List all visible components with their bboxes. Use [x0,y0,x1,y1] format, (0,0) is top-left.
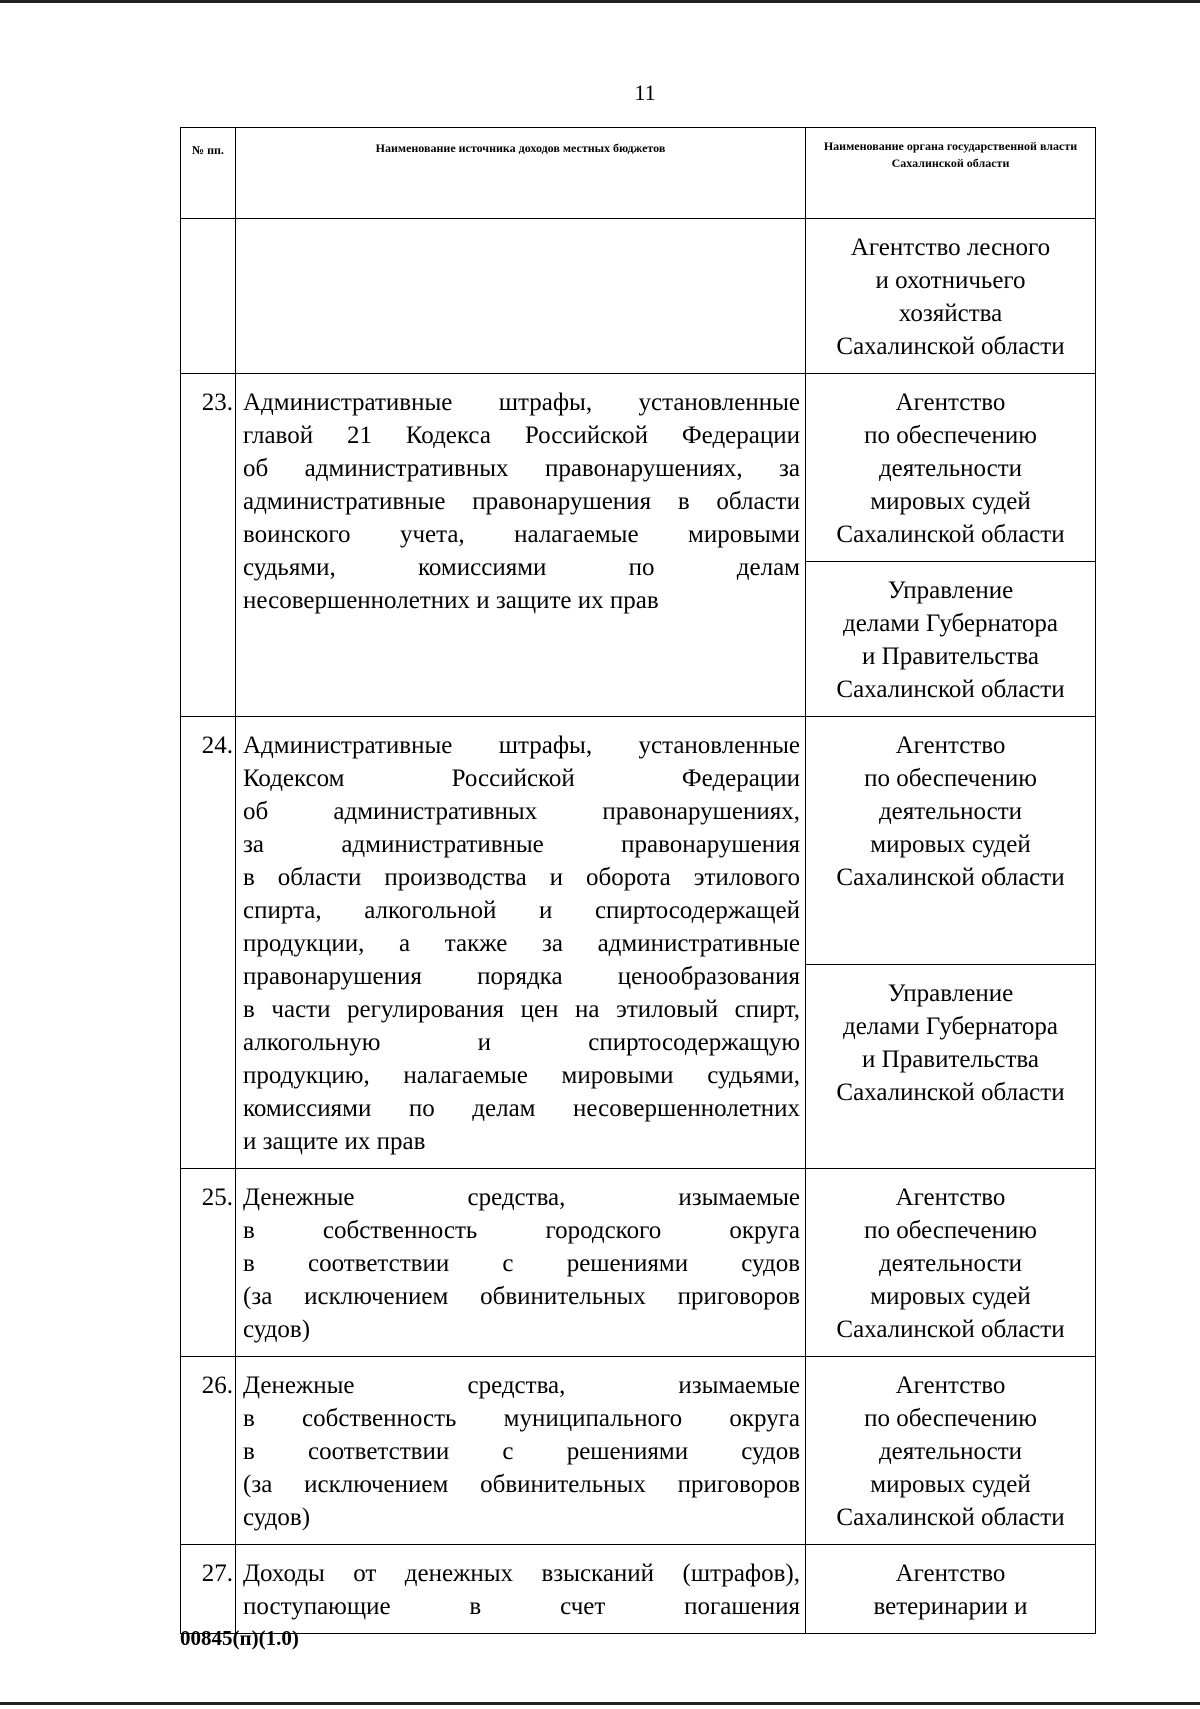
org-line: Сахалинской области [836,333,1065,360]
org-line: делами Губернатора [842,610,1058,637]
header-num: № пп. [181,128,236,219]
org-line: и Правительства [862,643,1039,670]
source-description [236,717,806,1169]
authority-cell [806,562,1096,717]
authority-cell [806,374,1096,562]
continuation-num-cell [181,219,236,374]
org-line: хозяйства [898,300,1003,327]
bottom-border-line [0,1702,1200,1705]
table-row-27 [181,1545,1096,1634]
org-line: и охотничьего [875,267,1026,294]
org-line: мировых судей [870,831,1031,858]
org-line: делами Губернатора [842,1012,1058,1040]
row-number: 27. [181,1545,236,1634]
org-line: Агентство [895,1184,1006,1211]
org-line: Агентство [895,1560,1006,1587]
source-description [236,1357,806,1545]
org-line: и Правительства [862,1045,1039,1073]
top-border-line [0,0,1200,3]
text-line: Административные штрафы, установленные [243,389,800,416]
text-line: за административные правонарушения [243,831,800,858]
row-number: 25. [181,1169,236,1357]
org-line: по обеспечению [864,1405,1037,1432]
text-line: в собственность городского округа [243,1217,800,1244]
authority-cell [806,1169,1096,1357]
table-row-26 [181,1357,1096,1545]
text-line: судов) [243,1316,311,1343]
org-line: деятельности [878,455,1023,482]
text-line: и защите их прав [243,1128,426,1155]
table-row-continuation [181,219,1096,374]
text-line: воинского учета, налагаемые мировыми [243,521,800,548]
text-line: Денежные средства, изымаемые [243,1372,800,1399]
table-row-23 [181,374,1096,562]
text-line: административные правонарушения в области [243,488,800,515]
document-code: 00845(п)(1.0) [180,1626,299,1650]
authority-cell [806,964,1096,1168]
page-number: 11 [634,80,656,105]
org-line: Агентство лесного [850,234,1051,261]
org-line: деятельности [878,1438,1023,1465]
text-line: (за исключением обвинительных приговоров [243,1283,800,1310]
text-line: несовершеннолетних и защите их прав [243,587,659,614]
org-line: Сахалинской области [836,1316,1065,1343]
header-source: Наименование источника доходов местных бюджетов [236,128,806,219]
authority-cell [806,1545,1096,1634]
org-line: Сахалинской области [836,521,1065,548]
text-line: судов) [243,1504,311,1531]
org-line: мировых судей [870,488,1031,515]
table-row-24 [181,717,1096,965]
row-number: 24. [181,717,236,1169]
revenue-sources-table [180,127,1096,1634]
source-description [236,374,806,717]
text-line: продукции, а также за административные [243,930,800,957]
org-line: по обеспечению [864,1217,1037,1244]
text-line: об административных правонарушениях, за [243,455,800,482]
org-line: по обеспечению [864,422,1037,449]
text-line: комиссиями по делам несовершеннолетних [243,1095,800,1122]
text-line: спирта, алкогольной и спиртосодержащей [243,897,800,924]
org-line: ветеринарии и [873,1593,1028,1620]
text-line: в соответствии с решениями судов [243,1250,800,1277]
authority-cell [806,1357,1096,1545]
text-line: поступающие в счет погашения [243,1593,800,1620]
text-line: Денежные средства, изымаемые [243,1184,800,1211]
text-line: главой 21 Кодекса Российской Федерации [243,422,800,449]
table-row-25 [181,1169,1096,1357]
org-line: Сахалинской области [836,1504,1065,1531]
org-line: Управление [887,577,1014,604]
text-line: (за исключением обвинительных приговоров [243,1471,800,1498]
text-line: судьями, комиссиями по делам [243,554,800,581]
text-line: Доходы от денежных взысканий (штрафов), [243,1560,800,1587]
text-line: продукцию, налагаемые мировыми судьями, [243,1062,800,1089]
org-line: деятельности [878,1250,1023,1277]
row-number: 23. [181,374,236,717]
text-line: правонарушения порядка ценообразования [243,963,800,990]
org-line: Агентство [895,1372,1006,1399]
text-line: об административных правонарушениях, [243,798,800,825]
org-line: Сахалинской области [836,676,1065,703]
org-line: Агентство [895,389,1006,416]
table-header-row [181,128,1096,219]
text-line: Административные штрафы, установленные [243,732,800,759]
text-line: в части регулирования цен на этиловый спирт, [243,996,800,1023]
org-line: по обеспечению [864,765,1037,792]
text-line: в соответствии с решениями судов [243,1438,800,1465]
org-line: мировых судей [870,1471,1031,1498]
org-line: Управление [887,979,1014,1007]
org-line: мировых судей [870,1283,1031,1310]
authority-cell [806,717,1096,965]
text-line: в собственность муниципального округа [243,1405,800,1432]
org-line: Агентство [895,732,1006,759]
text-line: Кодексом Российской Федерации [243,765,800,792]
continuation-source-cell [236,219,806,374]
text-line: алкогольную и спиртосодержащую [243,1029,800,1056]
org-line: Сахалинской области [836,1078,1065,1106]
org-line: деятельности [878,798,1023,825]
text-line: в области производства и оборота этилового [243,864,800,891]
source-description [236,1169,806,1357]
header-authority: Наименование органа государственной власти Сахалинской области [806,128,1096,219]
org-line: Сахалинской области [836,864,1065,891]
continuation-authority-cell [806,219,1096,374]
row-number: 26. [181,1357,236,1545]
source-description [236,1545,806,1634]
